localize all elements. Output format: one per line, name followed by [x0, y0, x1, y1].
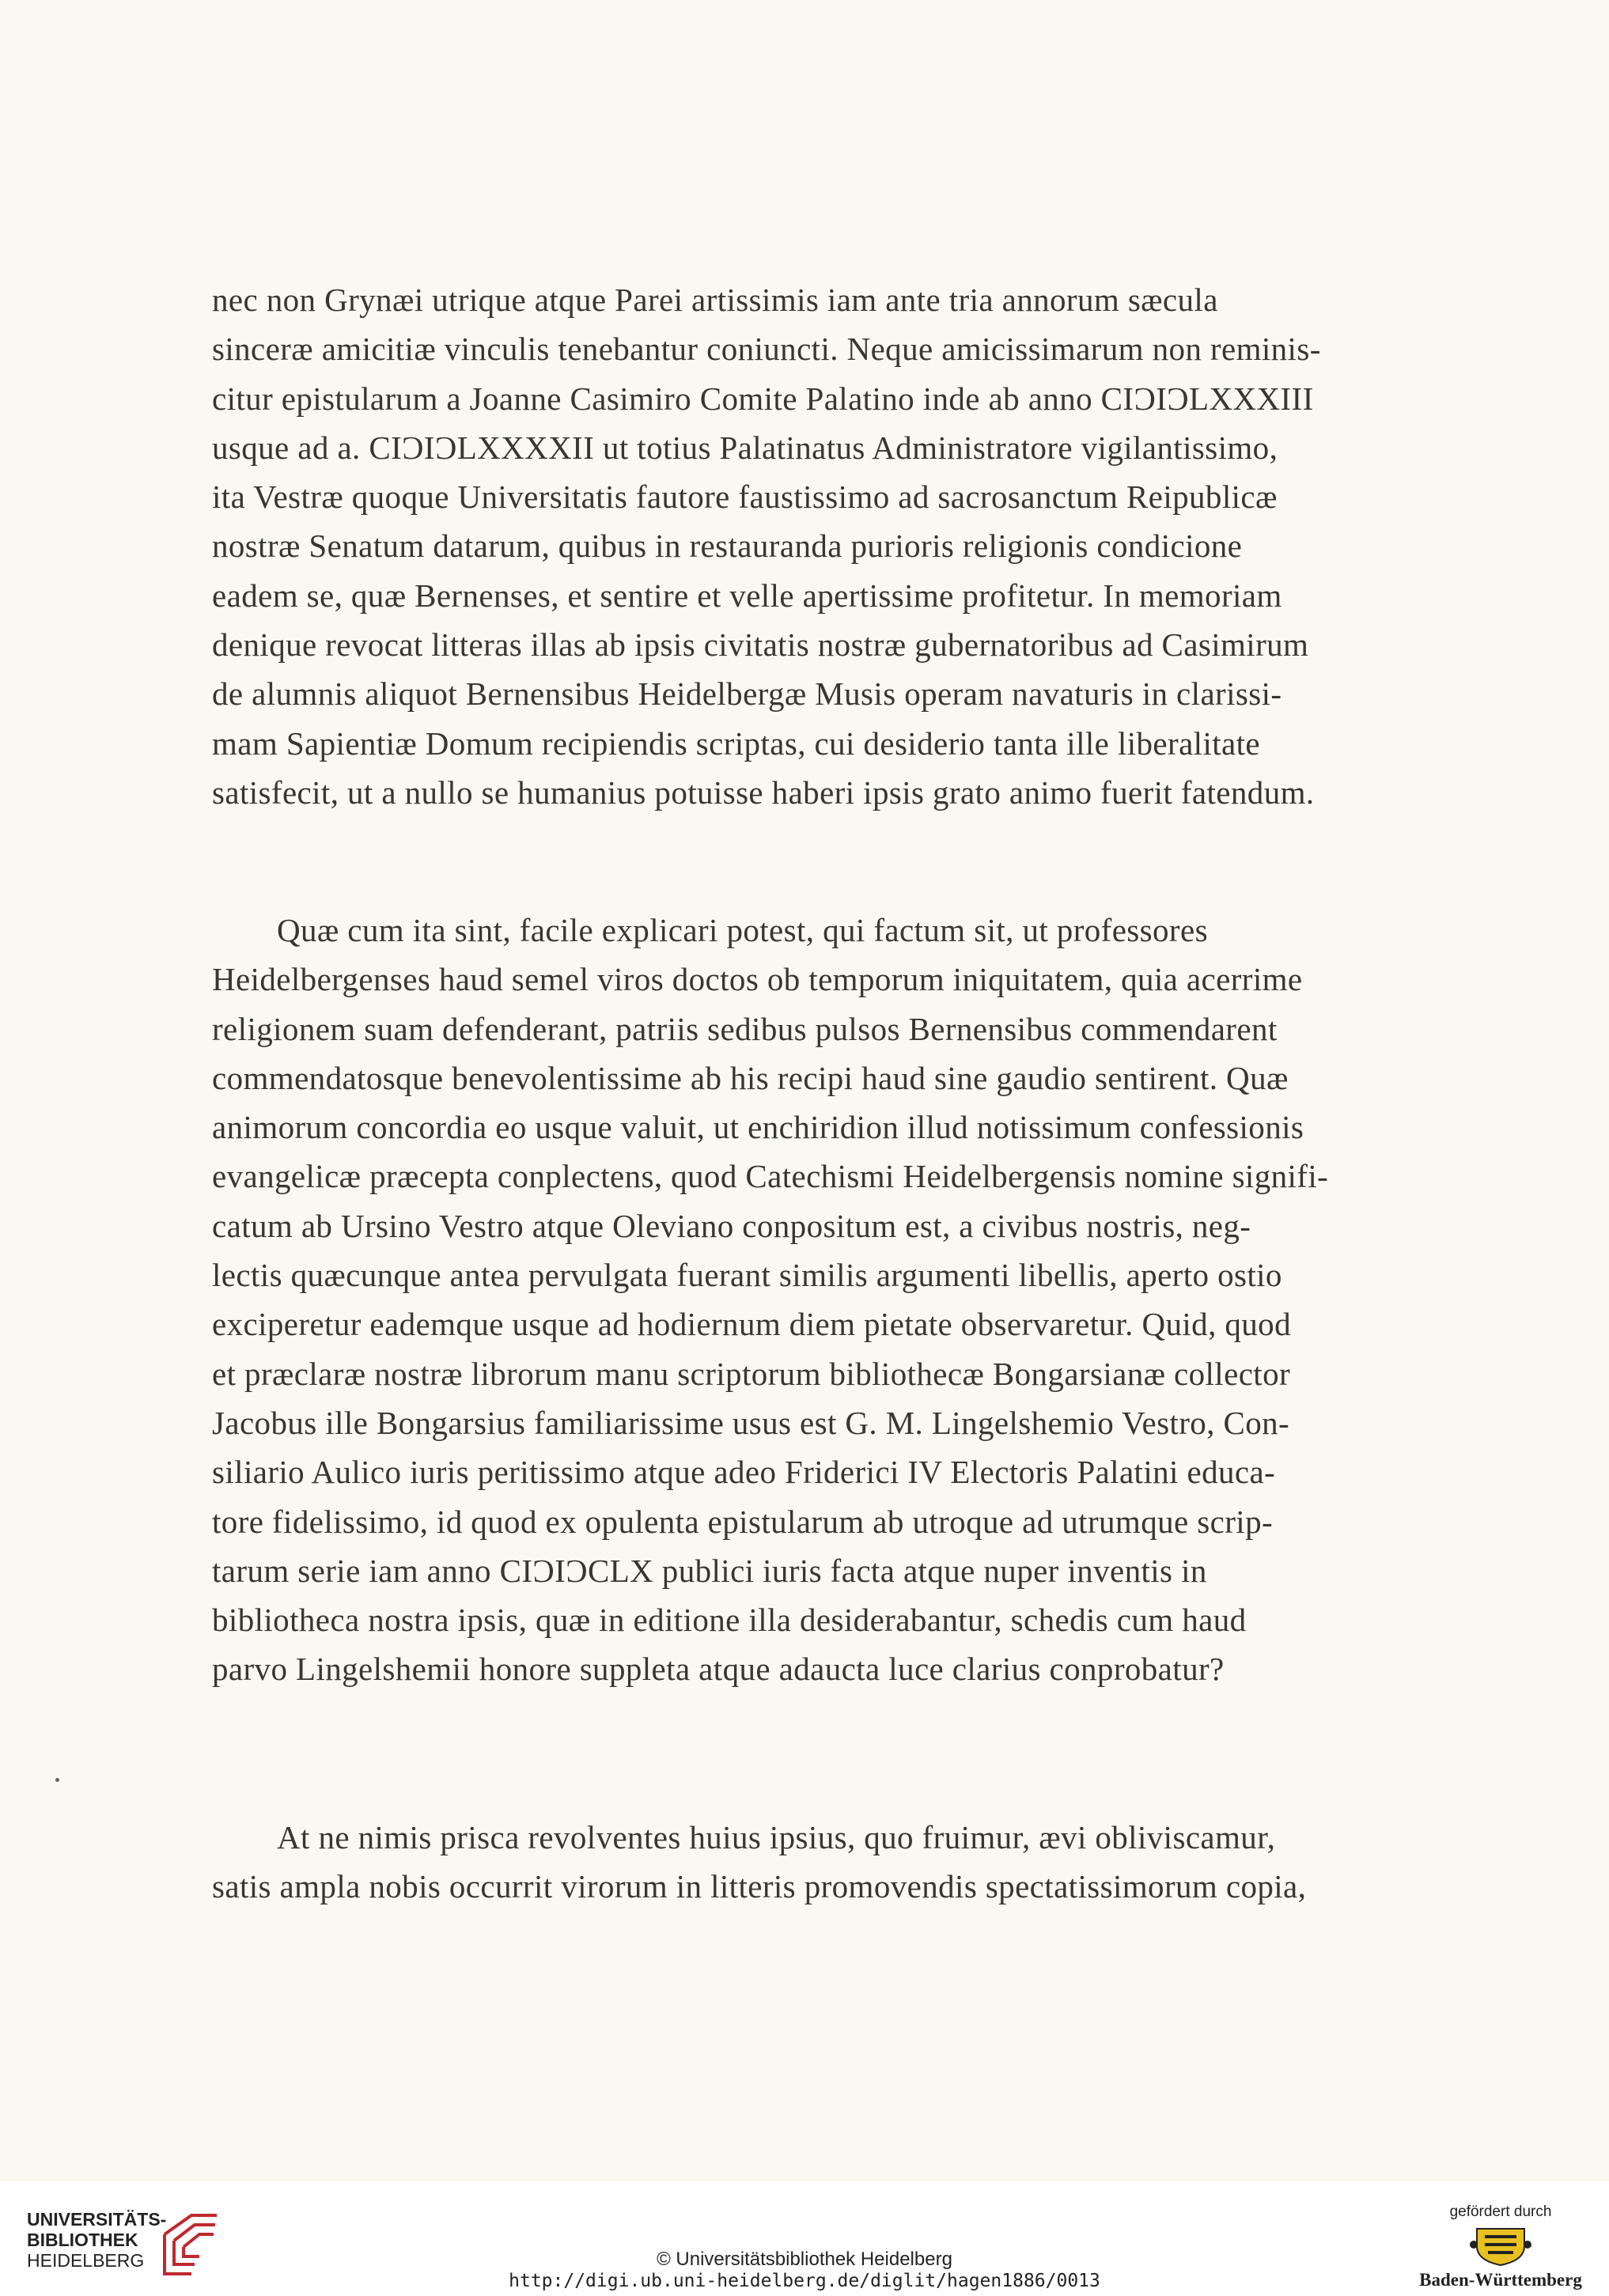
text-line: religionem suam defenderant, patriis sedibus pulsos Bernensibus commendarent	[212, 1010, 1278, 1047]
text-line: Jacobus ille Bongarsius familiarissime usus est G. M. Lingelshemio Vestro, Con-	[212, 1404, 1290, 1441]
text-line: animorum concordia eo usque valuit, ut enchiridion illud notissimum confessionis	[212, 1109, 1304, 1146]
text-line: citur epistularum a Joanne Casimiro Comite Palatino inde ab anno CIƆIƆLXXXIII	[212, 380, 1314, 417]
paper-speck	[55, 1778, 59, 1782]
text-line: satisfecit, ut a nullo se humanius potuisse haberi ipsis grato animo fuerit fatendum.	[212, 774, 1315, 811]
text-line: catum ab Ursino Vestro atque Oleviano conpositum est, a civibus nostris, neg-	[212, 1207, 1251, 1244]
permalink-url[interactable]: http://digi.ub.uni-heidelberg.de/diglit/hagen1886/0013	[509, 2271, 1100, 2291]
text-line: exciperetur eademque usque ad hodiernum diem pietate observaretur. Quid, quod	[212, 1306, 1291, 1343]
text-line: At ne nimis prisca revolventes huius ipsius, quo fruimur, ævi obliviscamur,	[277, 1819, 1276, 1855]
text-line: usque ad a. CIƆIƆLXXXXII ut totius Palatinatus Administratore vigilantissimo,	[212, 429, 1278, 466]
text-line: parvo Lingelshemii honore suppleta atque adaucta luce clarius conprobatur?	[212, 1651, 1225, 1688]
sponsor-name: Baden-Württemberg	[1419, 2270, 1582, 2290]
text-line: nostræ Senatum datarum, quibus in restauranda purioris religionis condicione	[212, 528, 1243, 565]
text-line: et præclaræ nostræ librorum manu scriptorum bibliothecæ Bongarsianæ collector	[212, 1355, 1291, 1392]
text-line: mam Sapientiæ Domum recipiendis scriptas, cui desiderio tanta ille liberalitate	[212, 724, 1261, 762]
text-line: evangelicæ præcepta conplectens, quod Catechismi Heidelbergensis nomine signifi-	[212, 1158, 1329, 1195]
sponsor-label: gefördert durch	[1449, 2203, 1552, 2220]
text-line: sinceræ amicitiæ vinculis tenebantur coniuncti. Neque amicissimarum non reminis-	[212, 331, 1321, 368]
paragraph-2	[212, 906, 1448, 1694]
library-name-line: UNIVERSITÄTS-	[27, 2209, 167, 2230]
library-name-line: BIBLIOTHEK	[27, 2230, 138, 2250]
text-line: tarum serie iam anno CIƆIƆCLX publici iuris facta atque nuper inventis in	[212, 1552, 1207, 1589]
text-line: eadem se, quæ Bernenses, et sentire et velle apertissime profitetur. In memoriam	[212, 577, 1282, 614]
text-line: tore fidelissimo, id quod ex opulenta epistularum ab utroque ad utrumque scrip-	[212, 1503, 1274, 1540]
text-line: Heidelbergenses haud semel viros doctos ob temporum iniquitatem, quia acerrime	[212, 961, 1303, 998]
paragraph-1	[212, 275, 1448, 817]
baden-wuerttemberg-coat-of-arms-icon	[1469, 2226, 1532, 2267]
text-line: bibliotheca nostra ipsis, quæ in editione illa desiderabantur, schedis cum haud	[212, 1602, 1247, 1639]
library-name-line: HEIDELBERG	[27, 2250, 145, 2271]
copyright-notice: © Universitätsbibliothek Heidelberg	[657, 2249, 952, 2270]
text-line: de alumnis aliquot Bernensibus Heidelbergæ Musis operam navaturis in clarissi-	[212, 675, 1282, 713]
text-line: lectis quæcunque antea pervulgata fuerant similis argumenti libellis, aperto ostio	[212, 1257, 1282, 1294]
paragraph-3	[212, 1813, 1448, 1912]
text-line: commendatosque benevolentissime ab his recipi haud sine gaudio sentirent. Quæ	[212, 1059, 1289, 1096]
text-line: denique revocat litteras illas ab ipsis civitatis nostræ gubernatoribus ad Casimirum	[212, 626, 1309, 664]
text-line: ita Vestræ quoque Universitatis fautore faustissimo ad sacrosanctum Reipublicæ	[212, 478, 1278, 516]
text-line: Quæ cum ita sint, facile explicari potest, qui factum sit, ut professores	[277, 912, 1208, 948]
text-line: siliario Aulico iuris peritissimo atque adeo Friderici IV Electoris Palatini educa-	[212, 1454, 1276, 1491]
text-line: satis ampla nobis occurrit virorum in litteris promovendis spectatissimorum copia,	[212, 1868, 1307, 1905]
text-line: nec non Grynæi utrique atque Parei artissimis iam ante tria annorum sæcula	[212, 282, 1218, 318]
sponsor-block[interactable]	[1410, 2203, 1592, 2292]
